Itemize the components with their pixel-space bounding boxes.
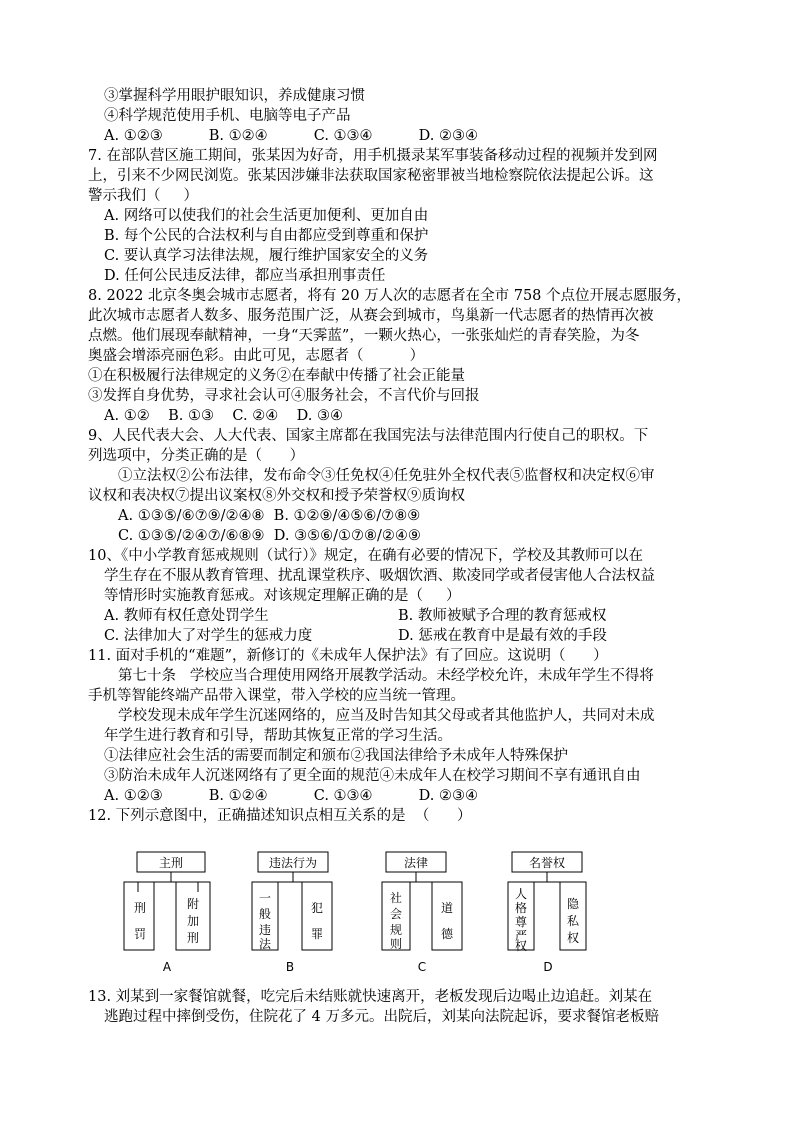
option-line: 议权和表决权⑦提出议案权⑧外交权和授予荣誉权⑨质询权: [88, 488, 465, 504]
diagram-d-label: D: [543, 960, 553, 974]
option-b: B. 每个公民的合法权利与自由都应受到尊重和保护: [104, 228, 429, 244]
diagram-a-right-3: 刑: [186, 931, 200, 945]
option-line: ①立法权②公布法律，发布命令③任免权④任免驻外全权代表⑤监督权和决定权⑥审: [118, 468, 655, 484]
diagram-a-top: 主刑: [158, 856, 184, 870]
diagram-d-right-3: 权: [566, 931, 580, 945]
question-10: 等情形时实施教育惩戒。对该规定理解正确的是（ ）: [104, 588, 461, 604]
option-c: C. 法律加大了对学生的惩戒力度: [104, 628, 313, 644]
law-article: 手机等智能终端产品带入课堂，带入学校的应当统一管理。: [88, 688, 465, 704]
diagram-a-right-2: 加: [186, 914, 200, 928]
diagram-c-right-1: 道: [440, 901, 454, 915]
question-10: 10、《中小学教育惩戒规则（试行）》规定，在确有必要的情况下，学校及其教师可以在: [88, 548, 643, 564]
option-line: ③发挥自身优势，寻求社会认可④服务社会，不言代价与回报: [88, 388, 480, 404]
diagram-b-left-2: 般: [258, 907, 272, 921]
law-article: 年学生进行教育和引导，帮助其恢复正常的学习生活。: [104, 728, 452, 744]
diagram-c-label: C: [417, 960, 427, 974]
diagram-d-left-4: 严: [514, 929, 528, 943]
question-7: 7. 在部队营区施工期间，张某因为好奇，用手机摄录某军事装备移动过程的视频并发到网: [88, 148, 658, 164]
diagram-d-left-1: 人: [514, 887, 528, 901]
option-b: B. 教师被赋予合理的教育惩戒权: [398, 608, 607, 624]
diagram-b-top: 违法行为: [268, 856, 318, 870]
diagram-d-left-5: 权: [514, 939, 528, 953]
question-7: 警示我们（ ）: [88, 188, 199, 204]
diagram-b-left-3: 违: [258, 923, 272, 937]
question-8: 此次城市志愿者人数多、服务范围广泛，从赛会到城市，鸟巢新一代志愿者的热情再次被: [88, 308, 654, 324]
question-9: 9、人民代表大会、人大代表、国家主席都在我国宪法与法律范围内行使自己的职权。下: [88, 428, 649, 444]
question-9: 列选项中，分类正确的是（ ）: [88, 448, 305, 464]
option-a: A. 教师有权任意处罚学生: [104, 608, 269, 624]
question-8: 点燃。他们展现奉献精神，一身“天霁蓝”，一颗火热心，一张张灿烂的青春笑脸，为冬: [88, 328, 640, 344]
option-d: D. 任何公民违反法律，都应当承担刑事责任: [104, 268, 386, 284]
diagram-a-left-2: 罚: [133, 927, 147, 941]
diagram-c-left-1: 社: [389, 891, 403, 905]
diagram-d-top: 名誉权: [528, 856, 566, 870]
diagram-d-right-1: 隐: [566, 897, 580, 911]
diagram-b-right-2: 罪: [310, 927, 324, 941]
question-8: 8. 2022 北京冬奥会城市志愿者，将有 20 万人次的志愿者在全市 758 个点位开展志愿服务，: [88, 288, 692, 304]
option-line: ③防治未成年人沉迷网络有了更全面的规范④未成年人在校学习期间不享有通讯自由: [104, 768, 641, 784]
answer-choices: A. ①②③ B. ①②④ C. ①③④ D. ②③④: [104, 128, 478, 144]
option-d: D. 惩戒在教育中是最有效的手段: [398, 628, 607, 644]
answer-choices: A. ①② B. ①③ C. ②④ D. ③④: [104, 408, 343, 424]
diagram-b-right-1: 犯: [310, 901, 324, 915]
question-12: 12. 下列示意图中，正确描述知识点相互关系的是 （ ）: [88, 808, 472, 824]
question-10: 学生存在不服从教育管理、扰乱课堂秩序、吸烟饮酒、欺凌同学或者侵害他人合法权益: [104, 568, 655, 584]
answer-choices: C. ①③⑤/②④⑦/⑥⑧⑨ D. ③⑤⑥/①⑦⑧/②④⑨: [118, 528, 421, 544]
question-11: 11. 面对手机的“难题”，新修订的《未成年人保护法》有了回应。这说明（ ）: [88, 648, 608, 664]
diagram-a-right-1: 附: [186, 897, 200, 911]
diagram-b-label: B: [285, 960, 295, 974]
diagram-c-left-4: 则: [389, 937, 403, 951]
question-13: 逃跑过程中摔倒受伤，住院花了 4 万多元。出院后，刘某向法院起诉，要求餐馆老板赔: [104, 1009, 659, 1025]
diagram-c-top: 法律: [403, 856, 429, 870]
option-line: ①在积极履行法律规定的义务②在奉献中传播了社会正能量: [88, 368, 465, 384]
diagram-svg: [120, 846, 620, 976]
question-8: 奥盛会增添亮丽色彩。由此可见，志愿者（ ）: [88, 348, 425, 364]
law-article: 学校发现未成年学生沉迷网络的，应当及时告知其父母或者其他监护人，共同对未成: [118, 708, 655, 724]
diagram-d-left-3: 尊: [514, 915, 528, 929]
diagram-c-right-2: 德: [440, 927, 454, 941]
diagram-a-label: A: [162, 960, 172, 974]
diagram-a-left-1: 刑: [133, 901, 147, 915]
diagram-d-left-2: 格: [514, 901, 528, 915]
diagram-c-left-3: 规: [389, 923, 403, 937]
concept-diagram: [120, 846, 620, 976]
diagram-b-left-1: 一: [258, 891, 272, 905]
question-7: 上，引来不少网民浏览。张某因涉嫌非法获取国家秘密罪被当地检察院依法提起公诉。这: [88, 168, 654, 184]
option-line: ④科学规范使用手机、电脑等电子产品: [104, 108, 351, 124]
diagram-d-right-2: 私: [566, 914, 580, 928]
question-13: 13. 刘某到一家餐馆就餐，吃完后未结账就快速离开，老板发现后边喝止边追赶。刘某在: [88, 989, 653, 1005]
option-c: C. 要认真学习法律法规，履行维护国家安全的义务: [104, 248, 429, 264]
option-line: ③掌握科学用眼护眼知识，养成健康习惯: [104, 88, 365, 104]
law-article: 第七十条 学校应当合理使用网络开展教学活动。未经学校允许，未成年学生不得将: [118, 668, 654, 684]
option-line: ①法律应社会生活的需要而制定和颁布②我国法律给予未成年人特殊保护: [104, 748, 568, 764]
diagram-b-left-4: 法: [258, 937, 272, 951]
option-a: A. 网络可以使我们的社会生活更加便利、更加自由: [104, 208, 429, 224]
answer-choices: A. ①②③ B. ①②④ C. ①③④ D. ②③④: [104, 788, 478, 804]
answer-choices: A. ①③⑤/⑥⑦⑨/②④⑧ B. ①②⑨/④⑤⑥/⑦⑧⑨: [118, 508, 421, 524]
diagram-c-left-2: 会: [389, 907, 403, 921]
